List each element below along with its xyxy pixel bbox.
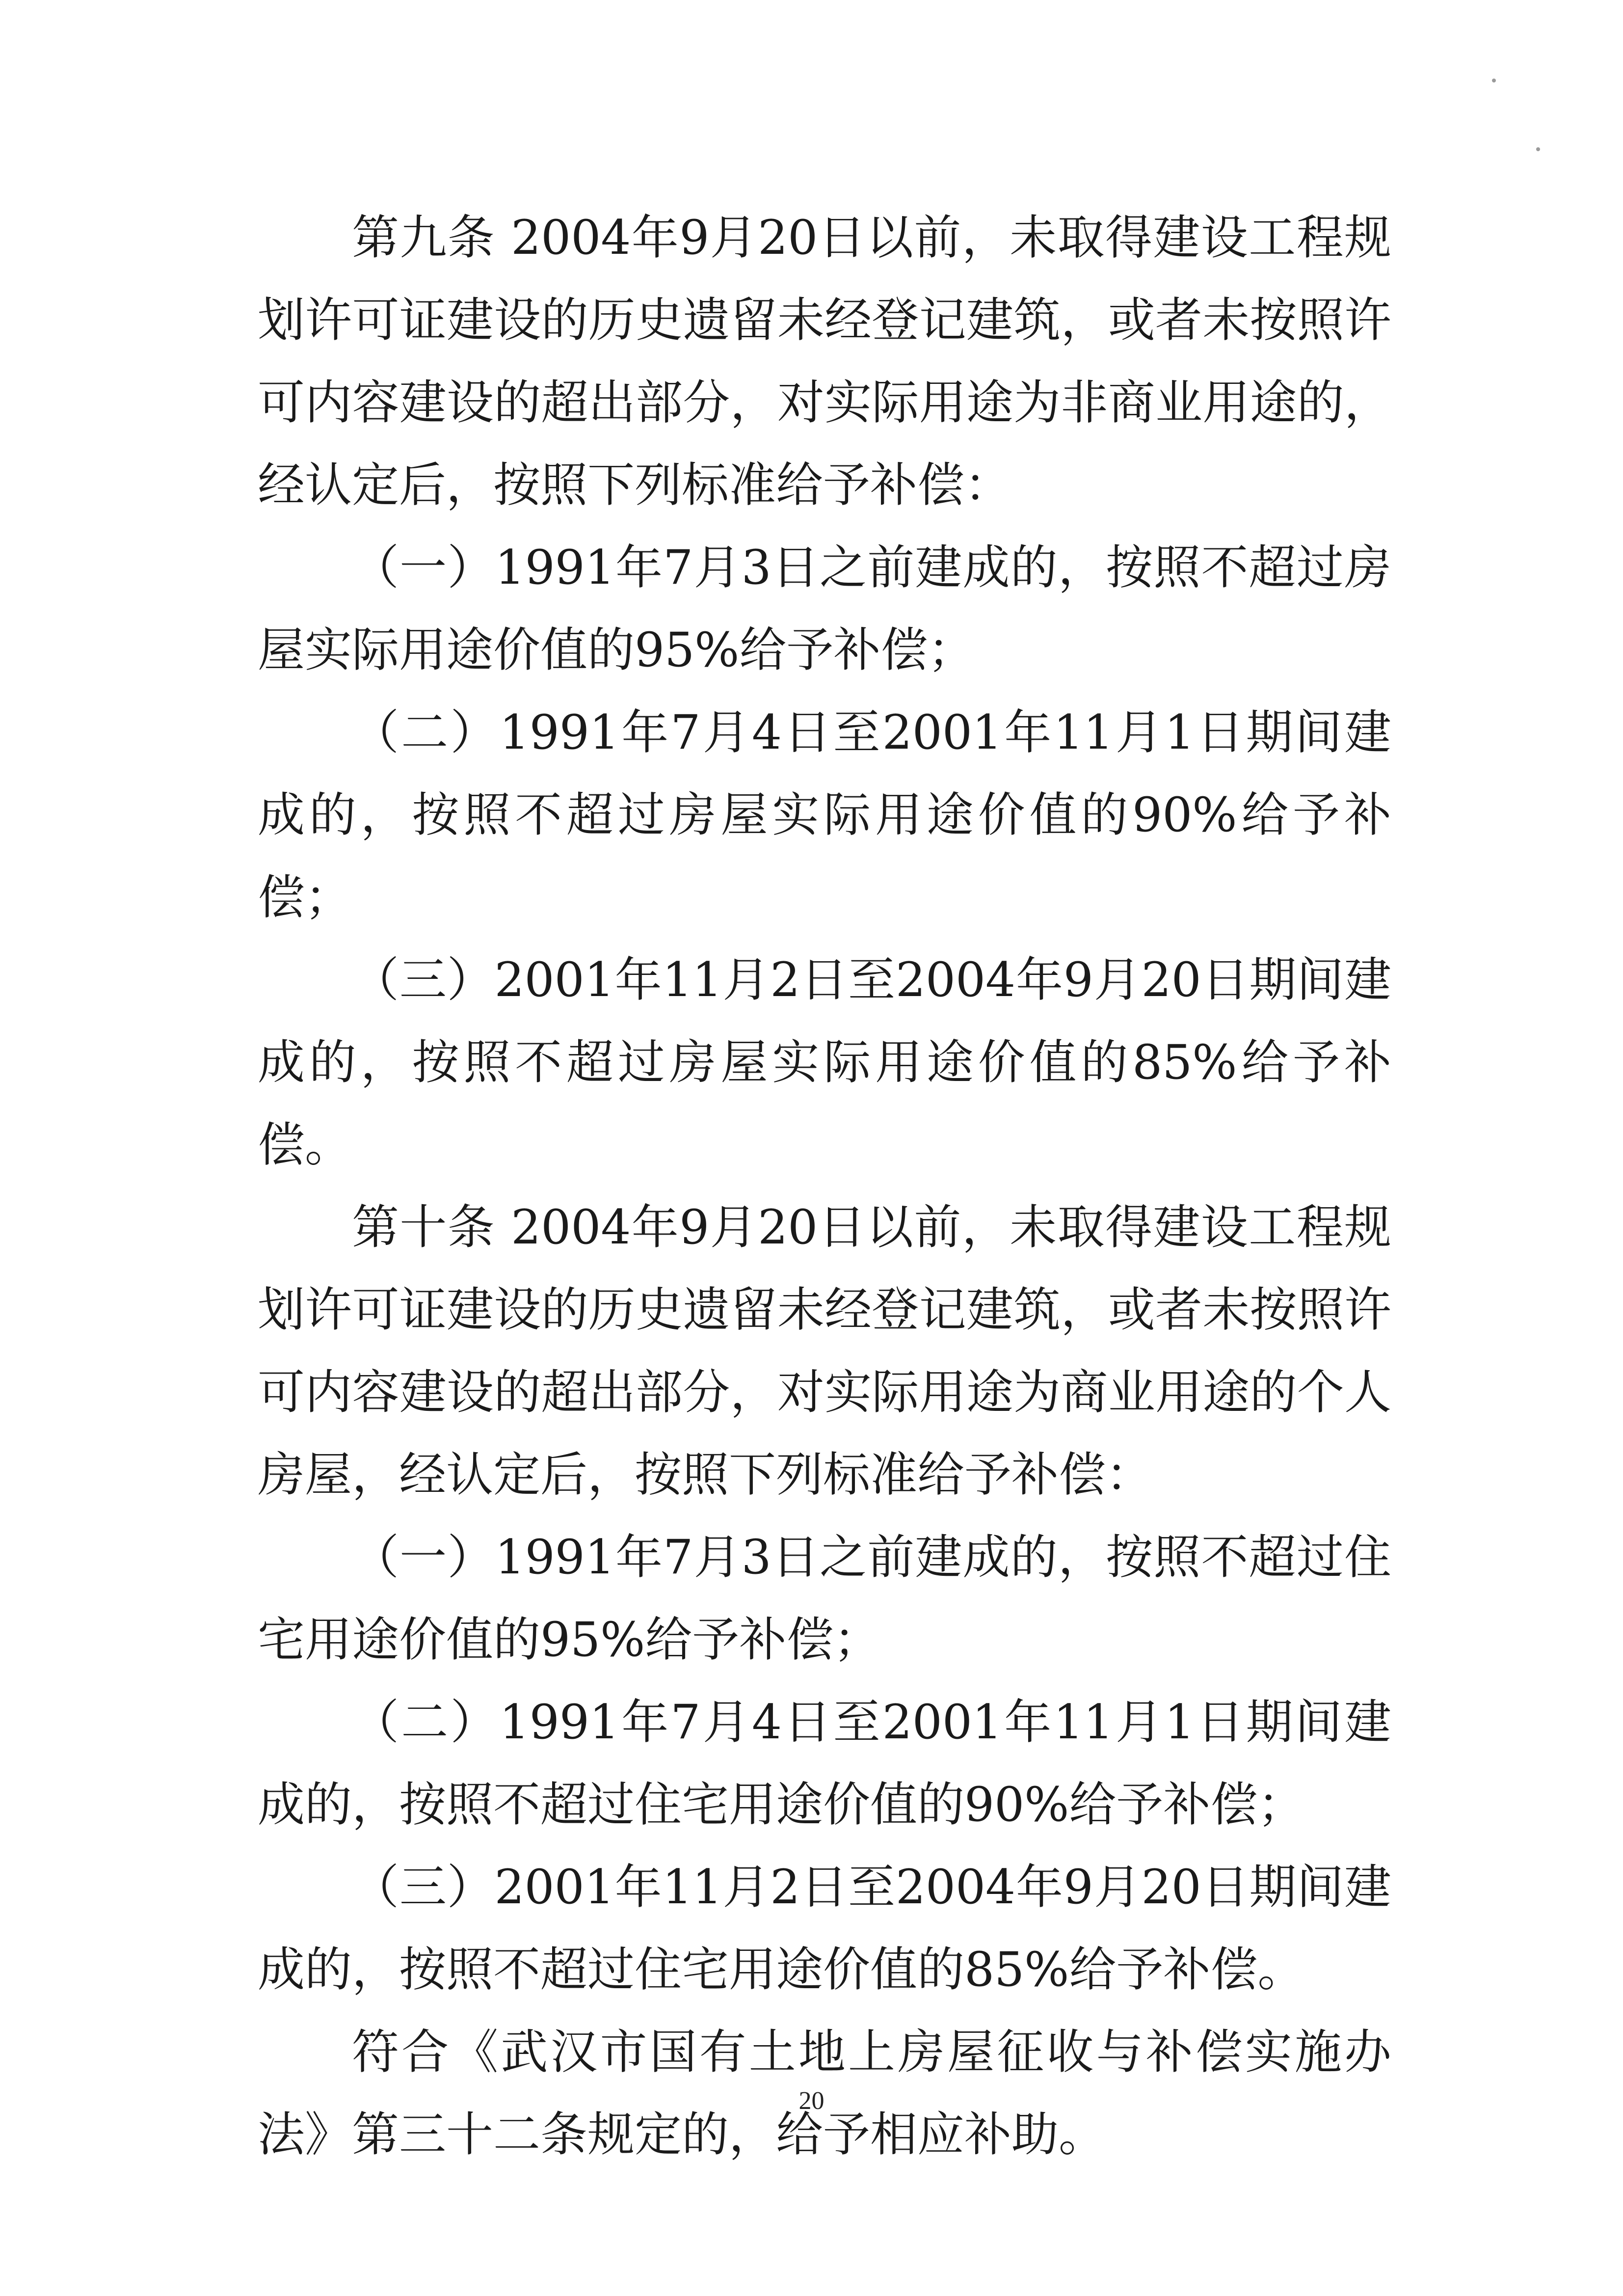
article-10-paragraph: 第十条 2004年9月20日以前，未取得建设工程规划许可证建设的历史遗留未经登记建筑，或者未按照许可内容建设的超出部分，对实际用途为商业用途的个人房屋，经认定后，按照下列标准给予补偿： — [258, 1200, 1391, 1502]
article-9-paragraph: 第九条 2004年9月20日以前，未取得建设工程规划许可证建设的历史遗留未经登记建筑，或者未按照许可内容建设的超出部分，对实际用途为非商业用途的，经认定后，按照下列标准给予补偿： — [258, 210, 1391, 513]
scan-speck — [1492, 79, 1496, 82]
page-number: 20 — [798, 2087, 825, 2115]
scan-speck — [1536, 147, 1540, 151]
document-body — [258, 196, 1391, 2176]
article-9-item-2: （二）1991年7月4日至2001年11月1日期间建成的，按照不超过房屋实际用途价值的90%给予补偿； — [258, 705, 1391, 925]
article-10-item-2: （二）1991年7月4日至2001年11月1日期间建成的，按照不超过住宅用途价值的90%给予补偿； — [258, 1695, 1391, 1832]
subsidy-clause-paragraph: 符合《武汉市国有土地上房屋征收与补偿实施办法》第三十二条规定的，给予相应补助。 — [258, 2025, 1391, 2162]
article-9-item-1: （一）1991年7月3日之前建成的，按照不超过房屋实际用途价值的95%给予补偿； — [258, 540, 1391, 677]
article-10-item-3: （三）2001年11月2日至2004年9月20日期间建成的，按照不超过住宅用途价值的85%给予补偿。 — [258, 1860, 1391, 1997]
article-9-item-3: （三）2001年11月2日至2004年9月20日期间建成的，按照不超过房屋实际用途价值的85%给予补偿。 — [258, 952, 1391, 1172]
article-10-item-1: （一）1991年7月3日之前建成的，按照不超过住宅用途价值的95%给予补偿； — [258, 1530, 1391, 1667]
